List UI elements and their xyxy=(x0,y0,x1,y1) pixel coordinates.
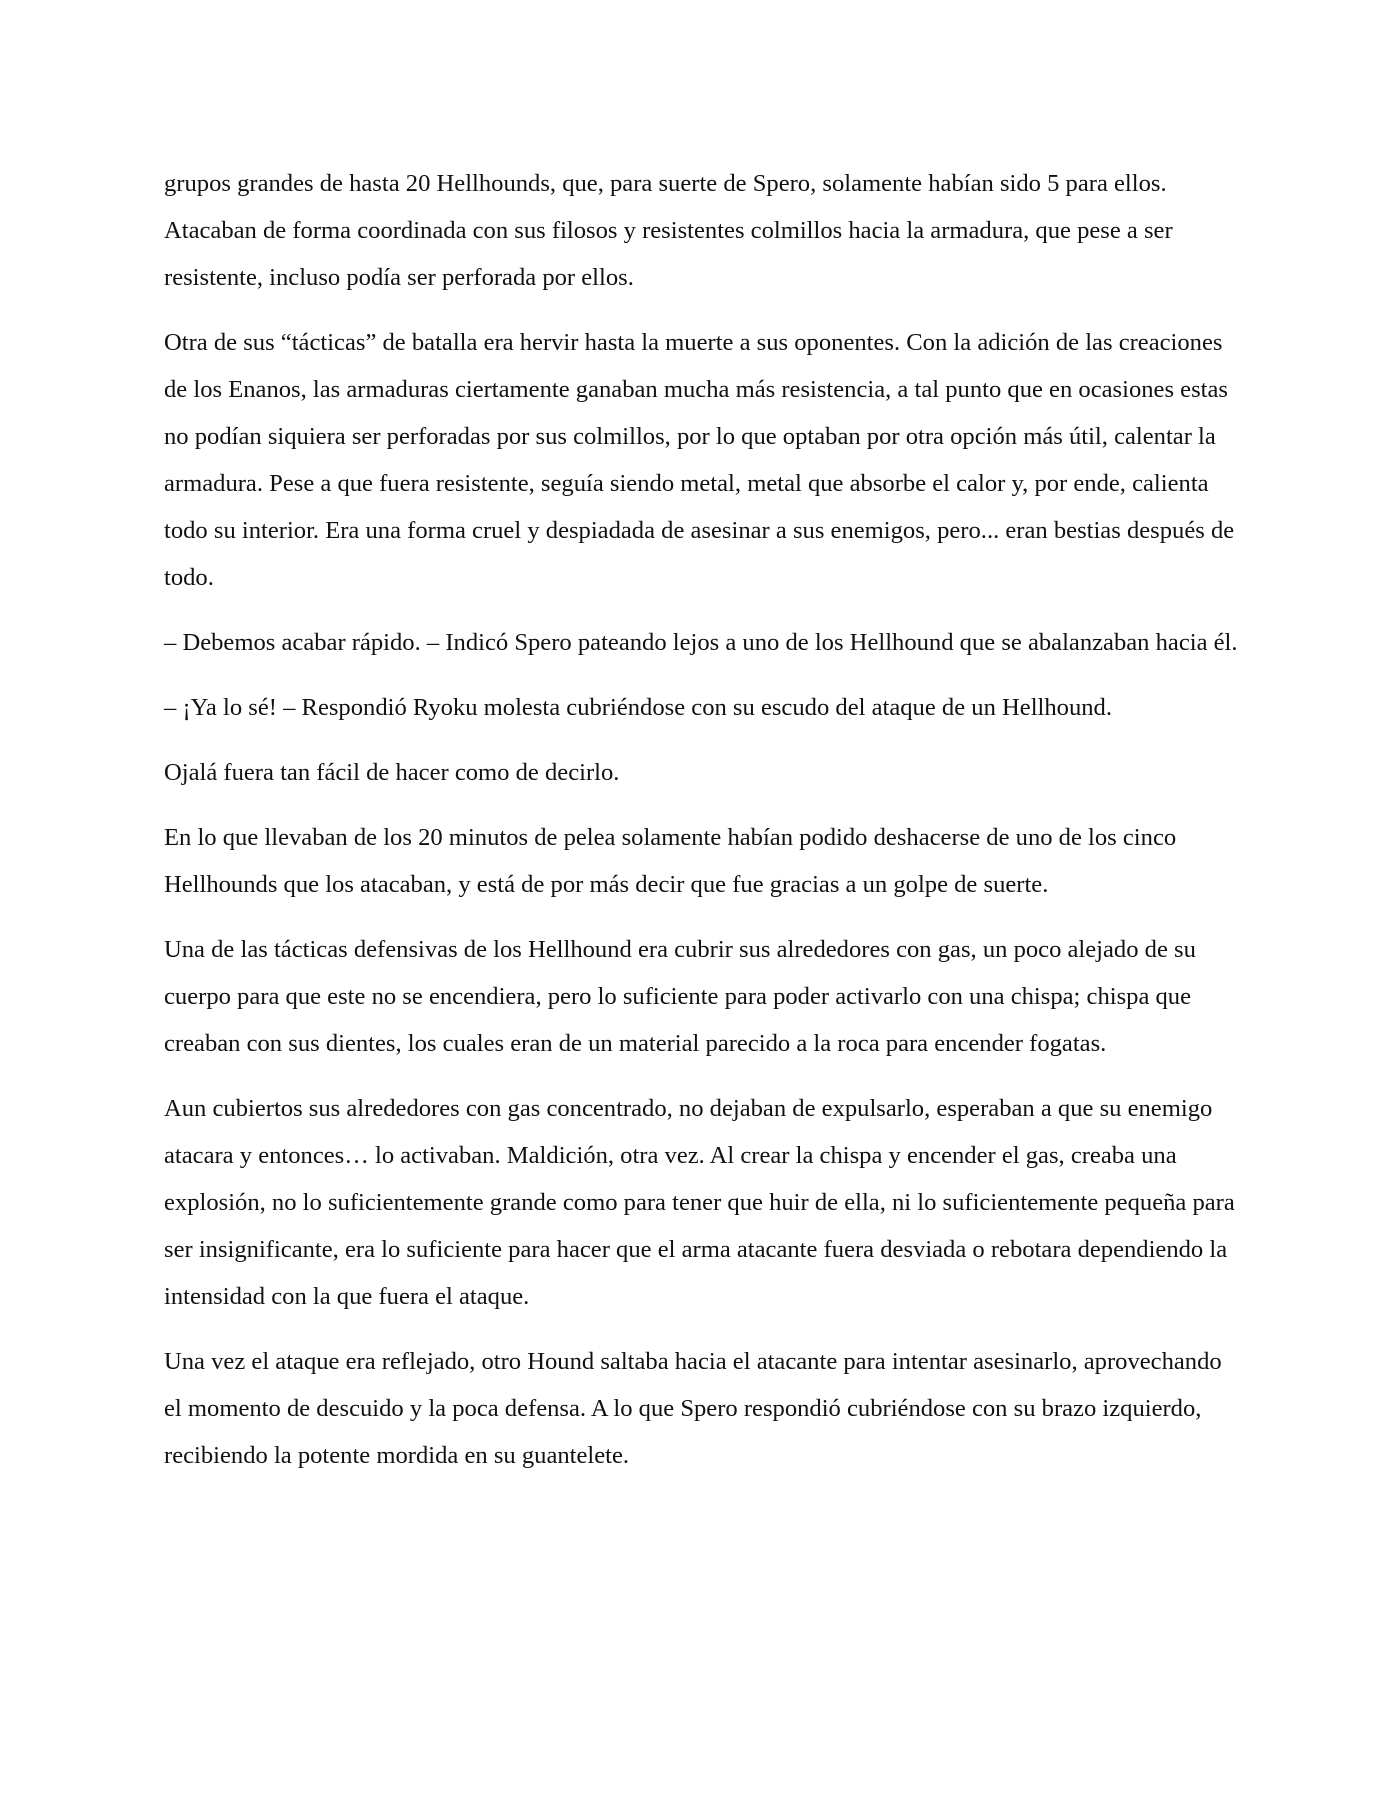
paragraph-5: Ojalá fuera tan fácil de hacer como de decirlo. xyxy=(164,759,620,786)
paragraph-6: En lo que llevaban de los 20 minutos de pelea solamente habían podido deshacerse de uno de los cinco Hellhounds que los atacaban, y está de por más decir que fue gracias a un golpe de suerte. xyxy=(164,824,1177,898)
paragraph-2: Otra de sus “tácticas” de batalla era hervir hasta la muerte a sus oponentes. Con la adición de las creaciones de los Enanos, las armaduras ciertamente ganaban mucha más resistencia, a tal punto que en ocasiones estas no podían siquiera ser perforadas por sus colmillos, por lo que optaban por otra opción más útil, calentar la armadura. Pese a que fuera resistente, seguía siendo metal, metal que absorbe el calor y, por ende, calienta todo su interior. Era una forma cruel y despiadada de asesinar a sus enemigos, pero... eran bestias después de todo. xyxy=(164,329,1235,591)
document-body xyxy=(164,160,1244,1497)
paragraph-9: Una vez el ataque era reflejado, otro Hound saltaba hacia el atacante para intentar asesinarlo, aprovechando el momento de descuido y la poca defensa. A lo que Spero respondió cubriéndose con su brazo izquierdo, recibiendo la potente mordida en su guantelete. xyxy=(164,1348,1222,1469)
paragraph-4-dialogue: – ¡Ya lo sé! – Respondió Ryoku molesta cubriéndose con su escudo del ataque de un Hellhound. xyxy=(164,694,1112,721)
paragraph-1: grupos grandes de hasta 20 Hellhounds, que, para suerte de Spero, solamente habían sido 5 para ellos. Atacaban de forma coordinada con sus filosos y resistentes colmillos hacia la armadura, que pese a ser resistente, incluso podía ser perforada por ellos. xyxy=(164,170,1173,291)
paragraph-3-dialogue: – Debemos acabar rápido. – Indicó Spero pateando lejos a uno de los Hellhound que se abalanzaban hacia él. xyxy=(164,629,1238,656)
paragraph-8: Aun cubiertos sus alrededores con gas concentrado, no dejaban de expulsarlo, esperaban a que su enemigo atacara y entonces… lo activaban. Maldición, otra vez. Al crear la chispa y encender el gas, creaba una explosión, no lo suficientemente grande como para tener que huir de ella, ni lo suficientemente pequeña para ser insignificante, era lo suficiente para hacer que el arma atacante fuera desviada o rebotara dependiendo la intensidad con la que fuera el ataque. xyxy=(164,1095,1235,1310)
paragraph-7: Una de las tácticas defensivas de los Hellhound era cubrir sus alrededores con gas, un poco alejado de su cuerpo para que este no se encendiera, pero lo suficiente para poder activarlo con una chispa; chispa que creaban con sus dientes, los cuales eran de un material parecido a la roca para encender fogatas. xyxy=(164,936,1196,1057)
